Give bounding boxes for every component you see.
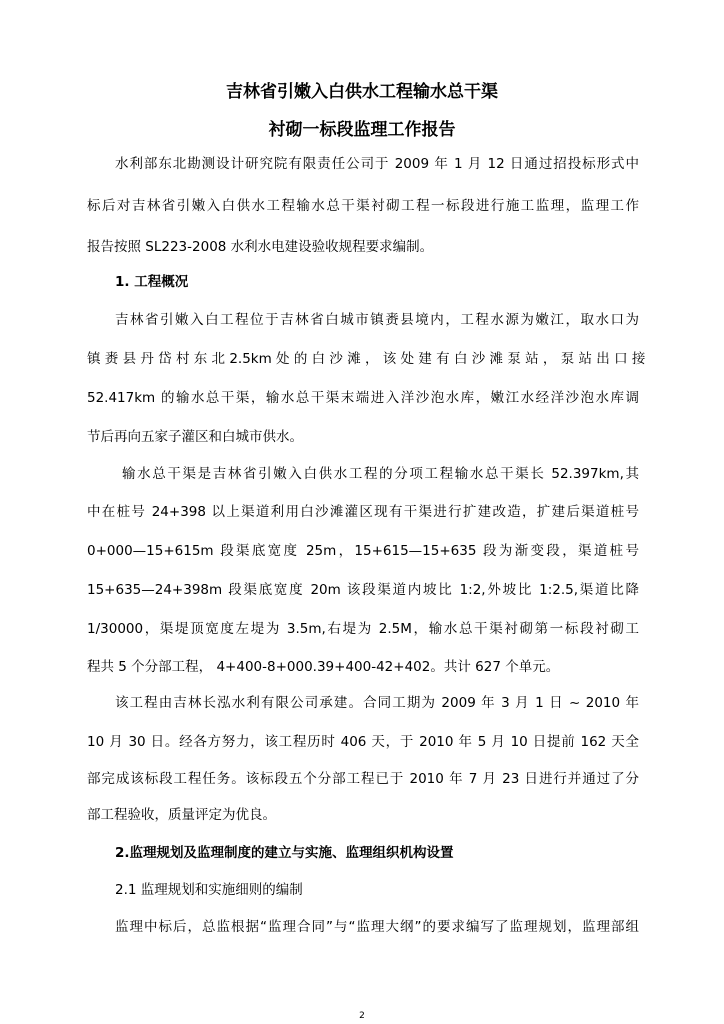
paragraph-line: 输水总干渠是吉林省引嫩入白供水工程的分项工程输水总干渠长 52.397km,其 xyxy=(122,466,639,482)
section-2-heading: 2.监理规划及监理制度的建立与实施、监理组织机构设置 xyxy=(115,845,454,861)
intro-line: 水利部东北勘测设计研究院有限责任公司于 2009 年 1 月 12 日通过招投标形式中 xyxy=(115,156,639,172)
paragraph-line: 52.417km 的输水总干渠，输水总干渠末端进入洋沙泡水库，嫩江水经洋沙泡水库调 xyxy=(87,390,639,406)
paragraph-line: 1/30000，渠堤顶宽度左堤为 3.5m,右堤为 2.5M，输水总干渠衬砌第一标段衬砌工 xyxy=(87,621,639,637)
intro-line: 报告按照 SL223-2008 水利水电建设验收规程要求编制。 xyxy=(87,239,434,255)
paragraph-line: 15+635—24+398m 段渠底宽度 20m 该段渠道内坡比 1:2,外坡比 1:2.5,渠道比降 xyxy=(87,582,639,598)
section-1-heading: 1. 工程概况 xyxy=(115,274,189,290)
paragraph-line: 程共 5 个分部工程， 4+400-8+000.39+400-42+402。共计 627 个单元。 xyxy=(87,659,560,675)
document-subtitle: 衬砌一标段监理工作报告 xyxy=(268,120,456,140)
paragraph-line: 10 月 30 日。经各方努力，该工程历时 406 天，于 2010 年 5 月 10 日提前 162 天全 xyxy=(87,734,639,750)
intro-line: 标后对吉林省引嫩入白供水工程输水总干渠衬砌工程一标段进行施工监理，监理工作 xyxy=(87,198,639,214)
paragraph-line: 监理中标后，总监根据“监理合同”与“监理大纲”的要求编写了监理规划，监理部组 xyxy=(115,919,639,935)
paragraph-line: 节后再向五家子灌区和白城市供水。 xyxy=(87,429,303,445)
page-number: 2 xyxy=(359,1011,365,1021)
paragraph-line: 中在桩号 24+398 以上渠道利用白沙滩灌区现有干渠进行扩建改造，扩建后渠道桩号 xyxy=(87,504,639,520)
document-title: 吉林省引嫩入白供水工程输水总干渠 xyxy=(226,82,498,102)
paragraph-line: 部工程验收，质量评定为优良。 xyxy=(87,807,276,823)
paragraph-line: 部完成该标段工程任务。该标段五个分部工程已于 2010 年 7 月 23 日进行并通过了分 xyxy=(87,771,639,787)
paragraph-line: 镇 赉 县 丹 岱 村 东 北 2.5km 处 的 白 沙 滩 ， 该 处 建 有 白 沙 滩 泵 站 ， 泵 站 出 口 接 xyxy=(87,351,646,367)
paragraph-line: 吉林省引嫩入白工程位于吉林省白城市镇赉县境内，工程水源为嫩江，取水口为 xyxy=(115,312,639,328)
paragraph-line: 0+000—15+615m 段渠底宽度 25m，15+615—15+635 段为渐变段，渠道桩号 xyxy=(87,543,639,559)
paragraph-line: 该工程由吉林长泓水利有限公司承建。合同工期为 2009 年 3 月 1 日 ~ 2010 年 xyxy=(115,695,639,711)
section-2-1-heading: 2.1 监理规划和实施细则的编制 xyxy=(115,882,303,898)
